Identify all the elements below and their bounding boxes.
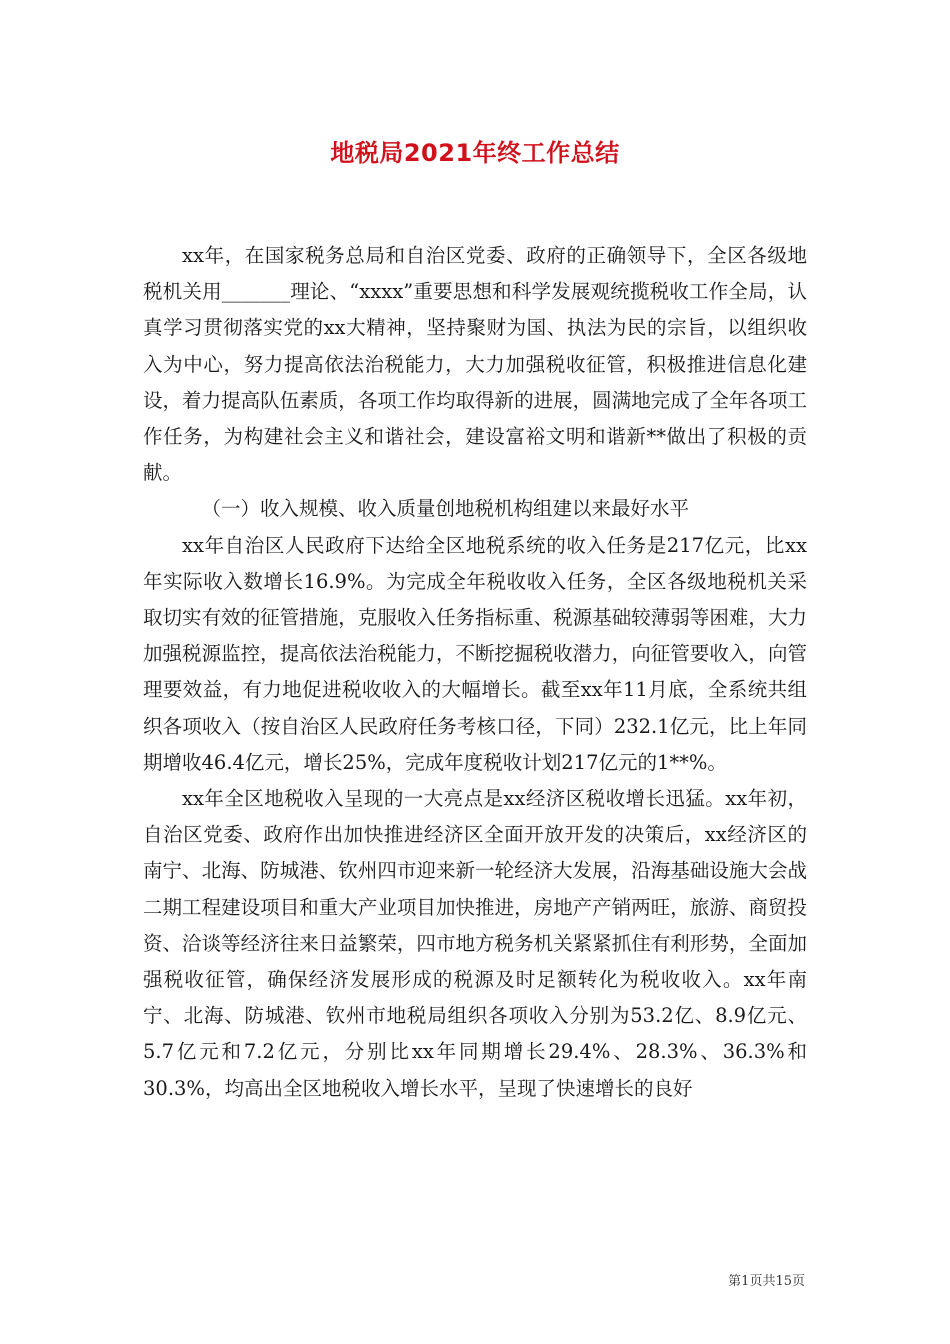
document-body — [143, 238, 807, 1107]
paragraph-economic-zone: xx年全区地税收入呈现的一大亮点是xx经济区税收增长迅猛。xx年初，自治区党委、政府作出加快推进经济区全面开放开发的决策后，xx经济区的南宁、北海、防城港、钦州四市迎来新一轮经济大发展，沿海基础设施大会战二期工程建设项目和重大产业项目加快推进，房地产产销两旺，旅游、商贸投资、洽谈等经济往来日益繁荣，四市地方税务机关紧紧抓住有利形势，全面加强税收征管，确保经济发展形成的税源及时足额转化为税收收入。xx年南宁、北海、防城港、钦州市地税局组织各项收入分别为53.2亿、8.9亿元、5.7亿元和7.2亿元，分别比xx年同期增长29.4%、28.3%、36.3%和30.3%，均高出全区地税收入增长水平，呈现了快速增长的良好 — [143, 787, 807, 1100]
document-title: 地税局2021年终工作总结 — [330, 139, 620, 167]
paragraph-revenue: xx年自治区人民政府下达给全区地税系统的收入任务是217亿元，比xx年实际收入数增长16.9%。为完成全年税收收入任务，全区各级地税机关采取切实有效的征管措施，克服收入任务指标重、税源基础较薄弱等困难，大力加强税源监控，提高依法治税能力，不断挖掘税收潜力，向征管要收入，向管理要效益，有力地促进税收收入的大幅增长。截至xx年11月底，全系统共组织各项收入（按自治区人民政府任务考核口径，下同）232.1亿元，比上年同期增收46.4亿元，增长25%，完成年度税收计划217亿元的1**%。 — [143, 533, 807, 774]
section-heading: （一）收入规模、收入质量创地税机构组建以来最好水平 — [201, 497, 690, 521]
paragraph-intro: xx年，在国家税务总局和自治区党委、政府的正确领导下，全区各级地税机关用_______理论、“xxxx”重要思想和科学发展观统揽税收工作全局，认真学习贯彻落实党的xx大精神，坚持聚财为国、执法为民的宗旨，以组织收入为中心，努力提高依法治税能力，大力加强税收征管，积极推进信息化建设，着力提高队伍素质，各项工作均取得新的进展，圆满地完成了全年各项工作任务，为构建社会主义和谐社会，建设富裕文明和谐新**做出了积极的贡献。 — [143, 244, 807, 485]
page-number: 第1页共15页 — [728, 1274, 805, 1289]
